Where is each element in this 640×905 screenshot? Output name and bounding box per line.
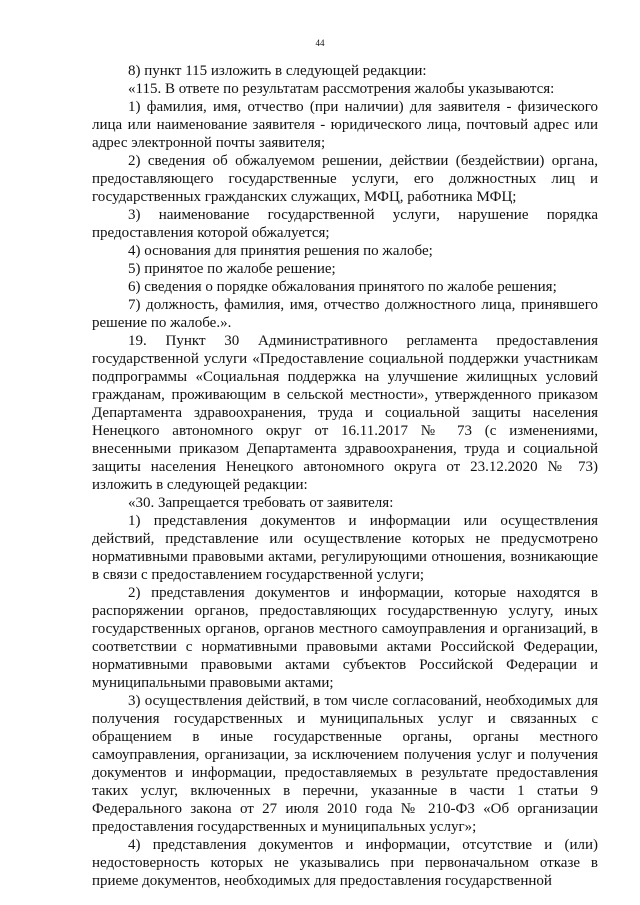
paragraph-30-item-1: 1) представления документов и информации или осуществления действий, представление или осуществление которых не предусмотрено нормативными правовыми актами, регулирующими отношения, возникающие в связи с предоставлением государственной услуги;: [92, 513, 598, 583]
paragraph-115-intro: «115. В ответе по результатам рассмотрения жалобы указываются:: [128, 81, 555, 97]
paragraph-115-item-5: 5) принятое по жалобе решение;: [128, 261, 336, 277]
paragraph-115-item-3: 3) наименование государственной услуги, нарушение порядка предоставления которой обжалуется;: [92, 207, 598, 241]
paragraph-115-item-4: 4) основания для принятия решения по жалобе;: [128, 243, 433, 259]
paragraph-30-item-3: 3) осуществления действий, в том числе согласований, необходимых для получения государственных и муниципальных услуг и связанных с обращением в иные государственные органы, органы местного самоуправления, организации, за исключением получения услуг и получения документов и информации, предоставляемых в результате предоставления таких услуг, включенных в перечни, указанные в части 1 статьи 9 Федерального закона от 27 июля 2010 года № 210-ФЗ «Об организации предоставления государственных и муниципальных услуг»;: [92, 693, 598, 835]
paragraph-30-item-4: 4) представления документов и информации, отсутствие и (или) недостоверность которых не указывались при первоначальном отказе в приеме документов, необходимых для предоставления государственной: [92, 837, 598, 889]
page-number: 44: [315, 38, 325, 48]
document-body: [92, 62, 598, 890]
paragraph-115-item-6: 6) сведения о порядке обжалования принятого по жалобе решения;: [128, 279, 557, 295]
paragraph-30-item-2: 2) представления документов и информации, которые находятся в распоряжении органов, предоставляющих государственную услугу, иных государственных органов, органов местного самоуправления и организаций, в соответствии с нормативными правовыми актами Российской Федерации, нормативными правовыми актами субъектов Российской Федерации и муниципальными правовыми актами;: [92, 585, 598, 691]
paragraph-115-item-7: 7) должность, фамилия, имя, отчество должностного лица, принявшего решение по жалобе.».: [92, 297, 598, 331]
paragraph-115-item-1: 1) фамилия, имя, отчество (при наличии) для заявителя - физического лица или наименование заявителя - юридического лица, почтовый адрес или адрес электронной почты заявителя;: [92, 99, 598, 151]
paragraph-30-intro: «30. Запрещается требовать от заявителя:: [128, 495, 394, 511]
paragraph-item-8-heading: 8) пункт 115 изложить в следующей редакции:: [128, 63, 427, 79]
paragraph-115-item-2: 2) сведения об обжалуемом решении, действии (бездействии) органа, предоставляющего государственные услуги, его должностных лиц и государственных гражданских служащих, МФЦ, работника МФЦ;: [92, 153, 598, 205]
paragraph-item-19: 19. Пункт 30 Административного регламента предоставления государственной услуги «Предоставление социальной поддержки участникам подпрограммы «Социальная поддержка на улучшение жилищных условий гражданам, проживающим в сельской местности», утвержденного приказом Департамента здравоохранения, труда и социальной защиты населения Ненецкого автономного округ от 16.11.2017 № 73 (с изменениями, внесенными приказом Департамента здравоохранения, труда и социальной защиты населения Ненецкого автономного округа от 23.12.2020 № 73) изложить в следующей редакции:: [92, 333, 598, 493]
